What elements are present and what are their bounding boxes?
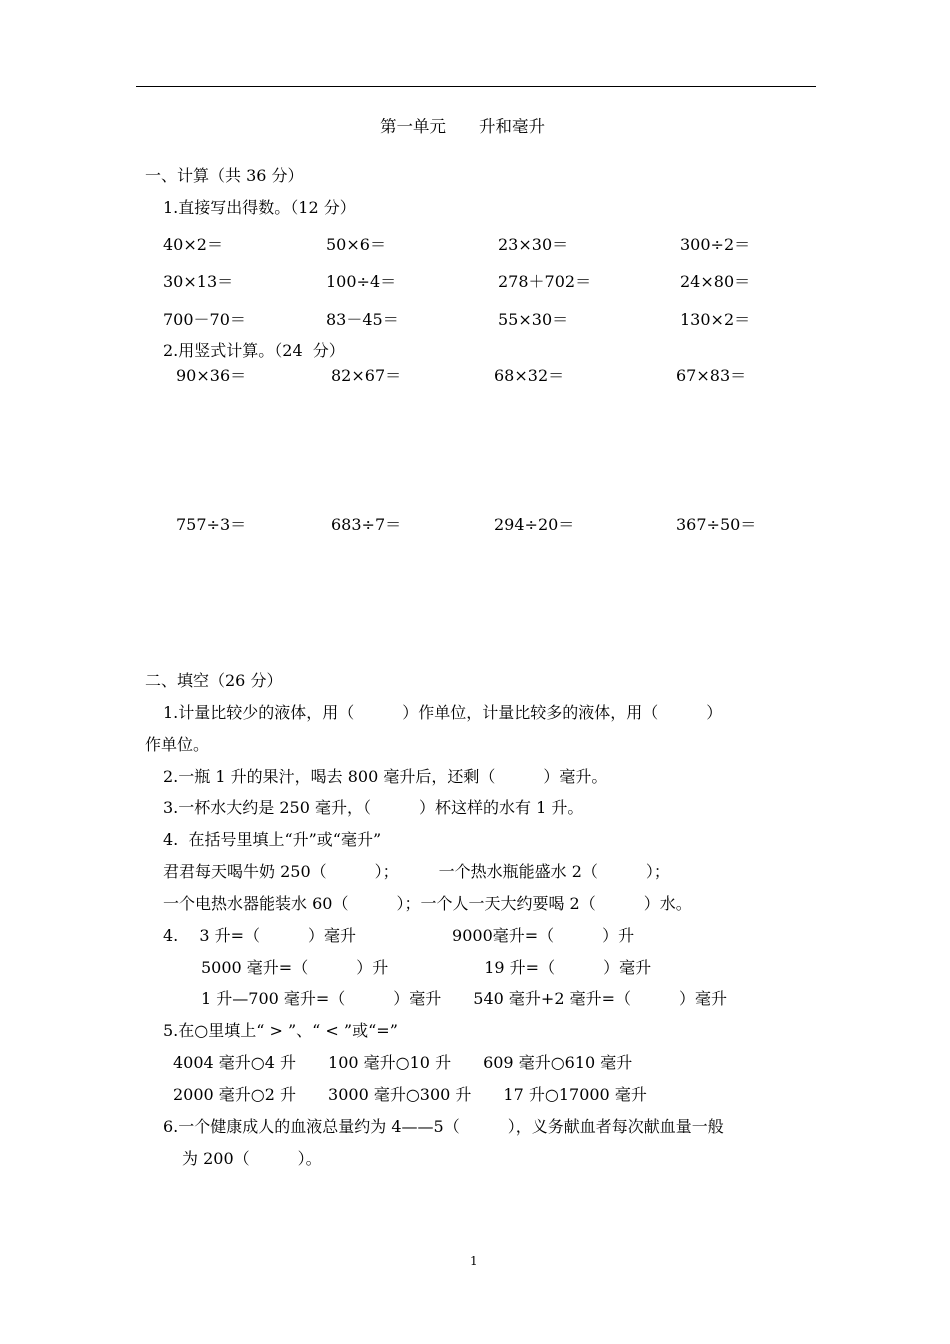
fill-line: 君君每天喝牛奶 250（ ）； 一个热水瓶能盛水 2（ ）；: [163, 862, 670, 881]
calc-item: 30×13＝: [163, 272, 234, 291]
vertical-calc-item: 683÷7＝: [331, 515, 402, 534]
fill-line: 1.计量比较少的液体，用（ ）作单位，计量比较多的液体，用（ ）: [163, 703, 723, 722]
fill-line: 2000 毫升○2 升 3000 毫升○300 升 17 升○17000 毫升: [173, 1085, 647, 1104]
vertical-calc-item: 757÷3＝: [176, 515, 247, 534]
header-rule: [136, 86, 816, 87]
fill-line: 作单位。: [145, 735, 210, 754]
fill-line: 5000 毫升=（ ）升 19 升=（ ）毫升: [201, 958, 652, 977]
fill-line: 4004 毫升○4 升 100 毫升○10 升 609 毫升○610 毫升: [173, 1053, 633, 1072]
fill-line: 一个电热水器能装水 60（ ）；一个人一天大约要喝 2（ ）水。: [163, 894, 692, 913]
fill-line: 1 升—700 毫升=（ ）毫升 540 毫升+2 毫升=（ ）毫升: [201, 989, 728, 1008]
vertical-calc-item: 90×36＝: [176, 366, 247, 385]
vertical-calc-item: 68×32＝: [494, 366, 565, 385]
fill-line: 2.一瓶 1 升的果汁，喝去 800 毫升后，还剩（ ）毫升。: [163, 767, 608, 786]
calc-item: 130×2＝: [680, 310, 751, 329]
calc-item: 278＋702＝: [498, 272, 592, 291]
section-2-heading: 二、填空（26 分）: [145, 671, 283, 690]
calc-item: 50×6＝: [326, 235, 386, 254]
fill-line: 为 200（ ）。: [182, 1149, 322, 1168]
fill-line: 5.在○里填上“ > ”、“ < ”或“=”: [163, 1021, 398, 1040]
calc-item: 300÷2＝: [680, 235, 751, 254]
question-2-label: 2.用竖式计算。（24 分）: [163, 341, 345, 360]
page-title: 第一单元 升和毫升: [380, 117, 545, 136]
calc-item: 40×2＝: [163, 235, 223, 254]
calc-item: 24×80＝: [680, 272, 751, 291]
vertical-calc-item: 67×83＝: [676, 366, 747, 385]
calc-item: 700－70＝: [163, 310, 246, 329]
vertical-calc-item: 82×67＝: [331, 366, 402, 385]
fill-line: 6.一个健康成人的血液总量约为 4——5（ ），义务献血者每次献血量一般: [163, 1117, 724, 1136]
fill-line: 4. 在括号里填上“升”或“毫升”: [163, 830, 382, 849]
page-number: 1: [470, 1254, 478, 1268]
calc-item: 55×30＝: [498, 310, 569, 329]
fill-line: 4. 3 升=（ ）毫升 9000毫升=（ ）升: [163, 926, 635, 945]
calc-item: 83－45＝: [326, 310, 399, 329]
calc-item: 23×30＝: [498, 235, 569, 254]
fill-line: 3.一杯水大约是 250 毫升，（ ）杯这样的水有 1 升。: [163, 798, 584, 817]
question-1-label: 1.直接写出得数。（12 分）: [163, 198, 356, 217]
vertical-calc-item: 367÷50＝: [676, 515, 757, 534]
calc-item: 100÷4＝: [326, 272, 397, 291]
vertical-calc-item: 294÷20＝: [494, 515, 575, 534]
section-1-heading: 一、计算（共 36 分）: [145, 166, 304, 185]
